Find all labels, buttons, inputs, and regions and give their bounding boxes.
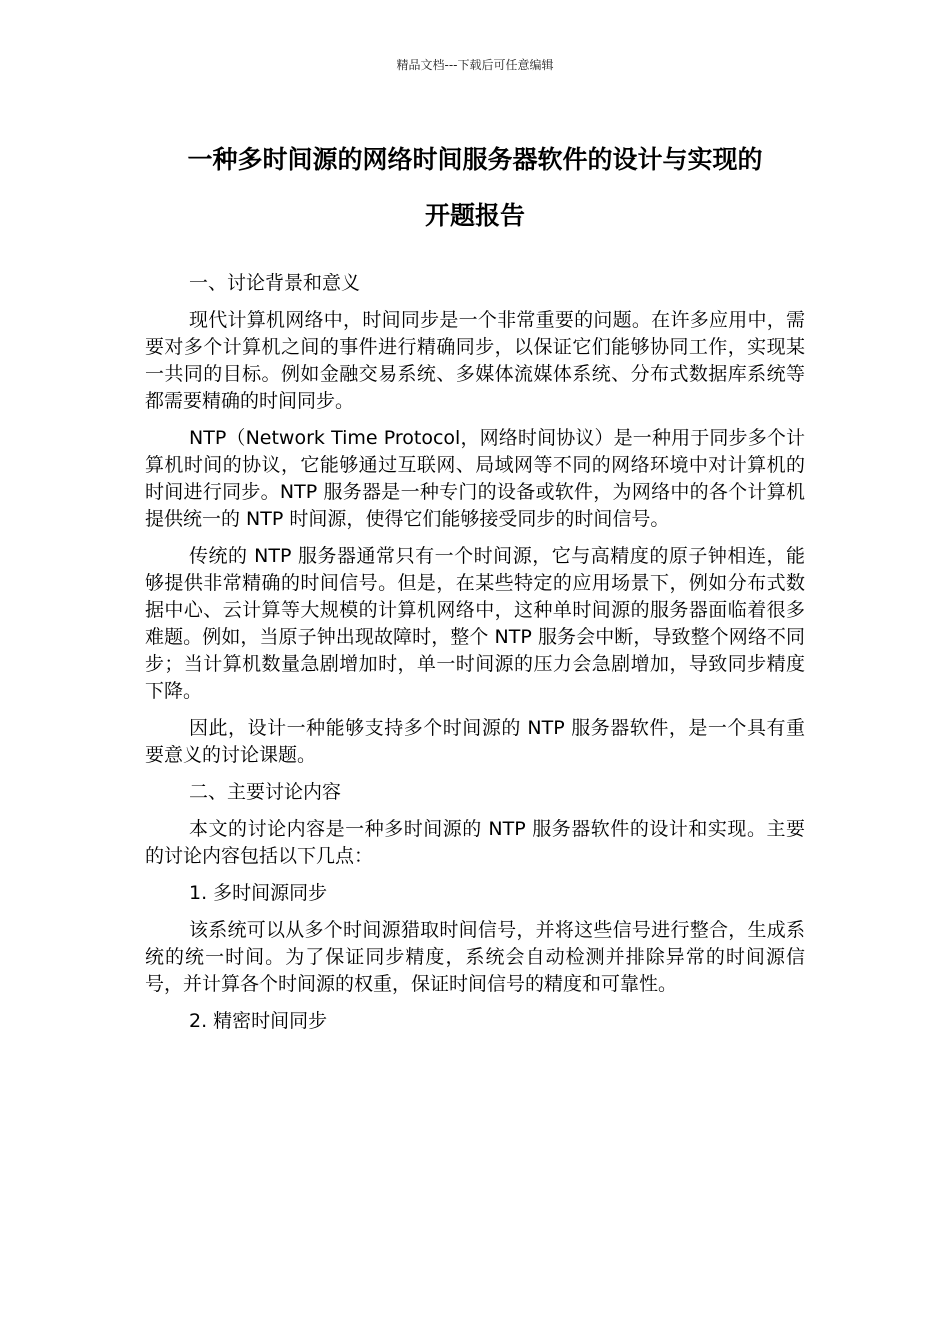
paragraph-5: 本文的讨论内容是一种多时间源的 NTP 服务器软件的设计和实现。主要的讨论内容包括以下几点： bbox=[145, 818, 805, 867]
item-heading-multi-source-sync: 1. 多时间源同步 bbox=[189, 882, 328, 904]
document-title-line-2: 开题报告 bbox=[424, 201, 525, 230]
paragraph-2: NTP（Network Time Protocol，网络时间协议）是一种用于同步多个计算机时间的协议，它能够通过互联网、局域网等不同的网络环境中对计算机的时间进行同步。NTP 服务器是一种专门的设备或软件，为网络中的各个计算机提供统一的 NTP 时间源，使得它们能够接受同步的时间信号。 bbox=[145, 427, 805, 530]
section-heading-background: 一、讨论背景和意义 bbox=[189, 272, 361, 294]
document-title-line-1: 一种多时间源的网络时间服务器软件的设计与实现的 bbox=[187, 145, 763, 174]
document-body bbox=[145, 270, 805, 1045]
paragraph-3: 传统的 NTP 服务器通常只有一个时间源，它与高精度的原子钟相连，能够提供非常精确的时间信号。但是，在某些特定的应用场景下，例如分布式数据中心、云计算等大规模的计算机网络中，这种单时间源的服务器面临着很多难题。例如，当原子钟出现故障时，整个 NTP 服务会中断，导致整个网络不同步；当计算机数量急剧增加时，单一时间源的压力会急剧增加，导致同步精度下降。 bbox=[145, 545, 805, 702]
paragraph-4: 因此，设计一种能够支持多个时间源的 NTP 服务器软件，是一个具有重要意义的讨论课题。 bbox=[145, 717, 805, 766]
paragraph-1: 现代计算机网络中，时间同步是一个非常重要的问题。在许多应用中，需要对多个计算机之间的事件进行精确同步，以保证它们能够协同工作，实现某一共同的目标。例如金融交易系统、多媒体流媒体系统、分布式数据库系统等都需要精确的时间同步。 bbox=[145, 309, 805, 412]
document-title bbox=[140, 132, 810, 244]
section-heading-main-content: 二、主要讨论内容 bbox=[189, 781, 342, 803]
page-header-note: 精品文档---下载后可任意编辑 bbox=[396, 58, 554, 72]
paragraph-6: 该系统可以从多个时间源猎取时间信号，并将这些信号进行整合，生成系统的统一时间。为了保证同步精度，系统会自动检测并排除异常的时间源信号，并计算各个时间源的权重，保证时间信号的精度和可靠性。 bbox=[145, 919, 805, 995]
item-heading-precise-sync: 2. 精密时间同步 bbox=[189, 1010, 328, 1032]
